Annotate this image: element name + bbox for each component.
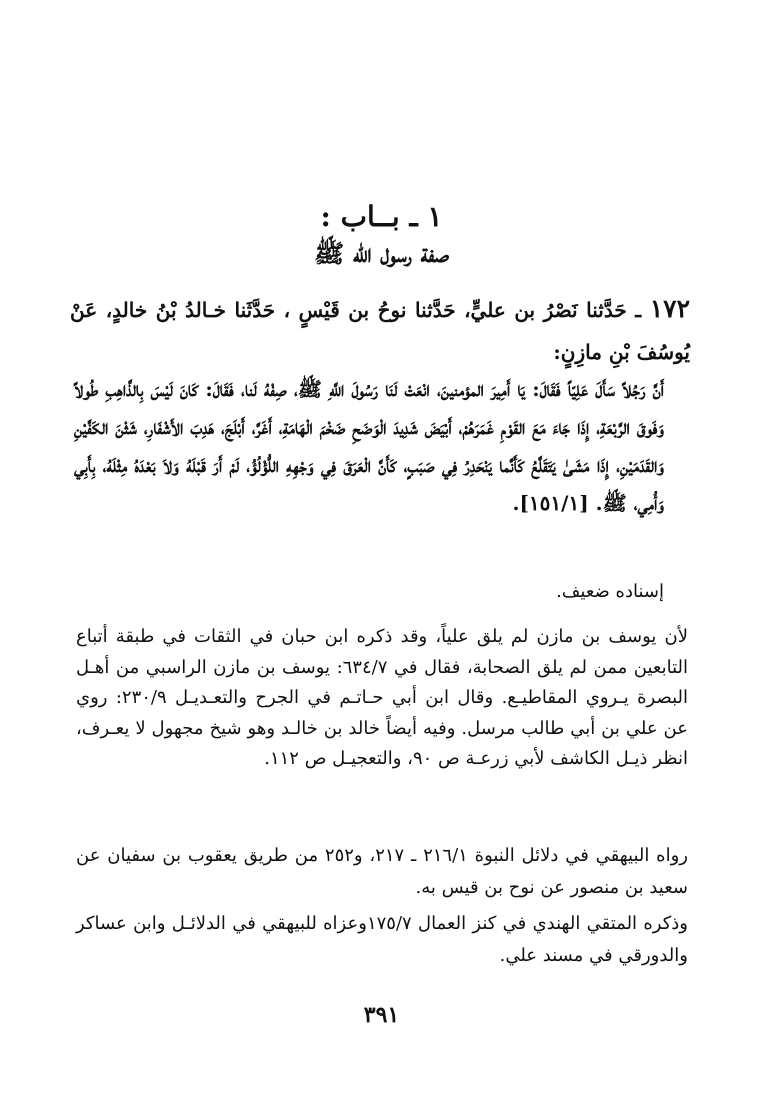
page-number: ٣٩١ <box>363 1002 400 1028</box>
chapter-heading: ١ ـ بــاب : <box>320 200 443 233</box>
isnad-separator: ـ <box>626 298 642 322</box>
hadith-isnad <box>70 288 690 373</box>
isnad-grade: إسناده ضعيف. <box>556 581 664 602</box>
isnad-text: حَدَّثنا نَصْرُ بن عليٍّ، حَدَّثنا نوحُ بن قَيْسٍ ، حَدَّثَنا خـالدُ بْنُ خالدٍ، عَنْ يُوسُفَ بْنِ مازِنٍ: <box>70 298 690 364</box>
commentary-paragraph: وذكره المتقي الهندي في كنز العمال ١٧٥/٧وعزاه للبيهقي في الدلائـل وابن عساكر والدورقي في مسند علي. <box>76 913 688 966</box>
hadith-number: ١٧٢ <box>649 294 691 323</box>
chapter-title: صفة رسول الله ﷺ <box>313 239 449 268</box>
commentary-paragraph: لأن يوسف بن مازن لم يلق علياً، وقد ذكره ابن حبان في الثقات في طبقة أتباع التابعين ممن لم يلق الصحابة، فقال في ٦٣٤/٧: يوسف بن مازن الراسبي من أهـل البصرة يـروي المقاطيـع. وقال ابن أبي حـاتـم في الجرح والتعـديـل ٢٣٠/٩: روي عن علي بن أبي طالب مرسل. وفيه أيضاً خالد بن خالـد وهو شيخ مجهول لا يعـرف، انظر ذيـل الكاشف لأبي زرعـة ص ٩٠، والتعجيـل ص ١١٢. <box>76 626 689 770</box>
commentary-paragraph: رواه البيهقي في دلائل النبوة ٢١٦/١ ـ ٢١٧، و٢٥٢ من طريق يعقوب بن سفيان عن سعيد بن منصور عن نوح بن قيس به. <box>76 845 688 898</box>
hadith-matn: أَنَّ رَجُلاً سَأَلَ عَلِيّاً فَقَالَ: يَا أَمِيرَ المؤمنينَ، انْعَتْ لَنَا رَسُولَ اللَّهِ ﷺ، صِفْهُ لَنا، فَقَالَ: كَانَ لَيْسَ بِالذَّاهِبِ طُولاً وَفَوقَ الرَّبْعَةِ، إِذَا جَاءَ مَعَ القَوْمِ غَمَرَهُمْ، أَبْيَضَ شَدِيدَ الْوَضَحِ ضَخْمَ الْهَامَةِ، أَغَرَّ، أَبْلَجَ، هَدِبَ الأَشْفَارِ، شَثْنَ الكَفَّيْنِ وَالقَدَمَيْنِ، إِذَا مَشَىٰ يَتَقَلَّعُ كَأَنَّما يَنْحَدِرُ فِي صَبَبٍ، كَأَنَّ الْعَرَقَ فِي وَجْهِهِ اللُّؤْلُؤُ، لَمْ أَرَ قَبْلَهُ وَلاَ بَعْدَهُ مِثْلَهُ، بِأَبِي وَأُمِي، ﷺ. [١٥١/١]. <box>74 377 664 515</box>
